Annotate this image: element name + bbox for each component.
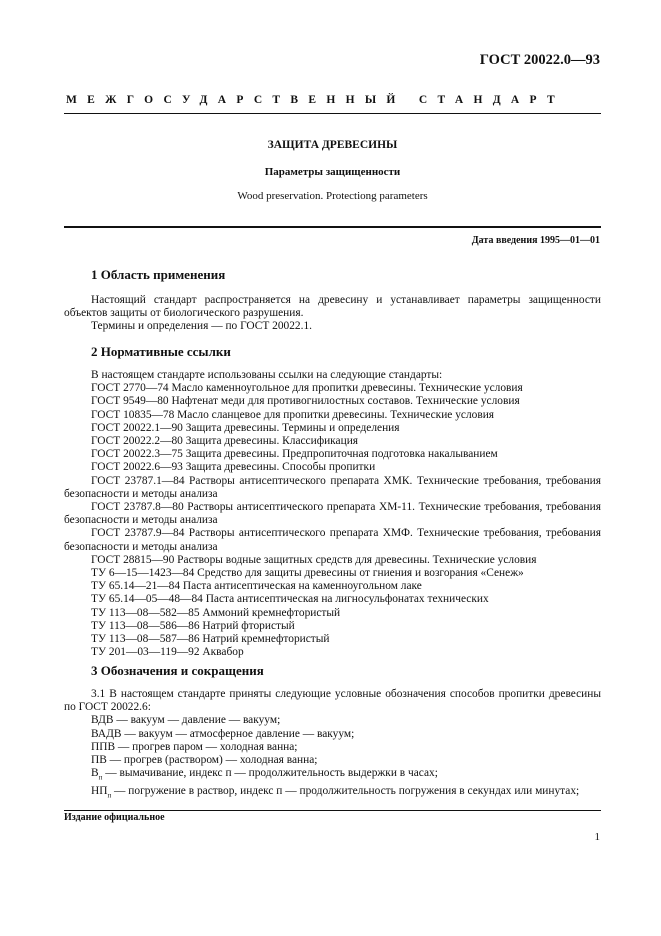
paragraph: В настоящем стандарте использованы ссылки на следующие стандарты:	[91, 369, 443, 381]
paragraph: Термины и определения — по ГОСТ 20022.1.	[91, 320, 313, 333]
gost-code: ГОСТ 20022.0—93	[479, 52, 600, 68]
reference-item: ТУ 113—08—582—85 Аммоний кремнефтористый	[91, 606, 341, 619]
section-1-body	[64, 294, 601, 334]
english-title: Wood preservation. Protectiong parameters	[237, 190, 428, 202]
section-3-heading: 3 Обозначения и сокращения	[91, 663, 264, 678]
reference-item: ГОСТ 20022.1—90 Защита древесины. Термины и определения	[91, 421, 400, 434]
definition-text: — погружение в раствор, индекс п — продолжительность погружения в секундах или минутах;	[111, 784, 580, 797]
document-title: ЗАЩИТА ДРЕВЕСИНЫ	[267, 139, 398, 151]
reference-item: ТУ 65.14—05—48—84 Паста антисептическая на лигносульфонатах технических	[91, 593, 489, 606]
reference-item: ГОСТ 23787.8—80 Растворы антисептического препарата ХМ-11. Технические требования, требования безопасности и методы анализа	[64, 501, 601, 527]
reference-item: ТУ 6—15—1423—84 Средство для защиты древесины от гниения и возгорания «Сенеж»	[91, 567, 524, 580]
definition-item	[64, 785, 601, 802]
standard-type-banner: МЕЖГОСУДАРСТВЕННЫЙ СТАНДАРТ	[66, 94, 565, 106]
section-2-body	[64, 369, 601, 659]
title-rule	[64, 226, 601, 228]
paragraph: Настоящий стандарт распространяется на древесину и устанавливает параметры защищенности объектов защиты от биологического разрушения.	[64, 294, 601, 320]
reference-item: ГОСТ 20022.6—93 Защита древесины. Способы пропитки	[91, 461, 376, 474]
paragraph: 3.1 В настоящем стандарте приняты следующие условные обозначения способов пропитки древесины по ГОСТ 20022.6:	[64, 688, 601, 714]
section-1-heading: 1 Область применения	[91, 267, 226, 282]
reference-item: ГОСТ 20022.3—75 Защита древесины. Предпропиточная подготовка накалыванием	[91, 448, 498, 461]
introduction-date: Дата введения 1995—01—01	[471, 235, 600, 246]
header-rule	[64, 113, 601, 114]
page-number: 1	[594, 831, 600, 843]
reference-item: ГОСТ 23787.1—84 Растворы антисептического препарата ХМК. Технические требования, требования безопасности и методы анализа	[64, 474, 601, 500]
symbol: В	[91, 767, 99, 780]
definition-item: ВДВ — вакуум — давление — вакуум;	[91, 714, 281, 727]
reference-item: ГОСТ 23787.9—84 Растворы антисептического препарата ХМФ. Технические требования, требования безопасности и методы анализа	[64, 527, 601, 553]
reference-item: ТУ 65.14—21—84 Паста антисептическая на каменноугольном лаке	[91, 580, 422, 593]
section-2-heading: 2 Нормативные ссылки	[91, 344, 231, 359]
section-3-body	[64, 688, 601, 802]
reference-item: ГОСТ 9549—80 Нафтенат меди для противогнилостных составов. Технические условия	[91, 395, 520, 408]
definition-item: ППВ — прогрев паром — холодная ванна;	[91, 740, 298, 753]
symbol: НП	[91, 784, 108, 797]
document-subtitle: Параметры защищенности	[264, 166, 401, 178]
symbol-index: п	[107, 790, 112, 799]
reference-item: ГОСТ 28815—90 Растворы водные защитных средств для древесины. Технические условия	[91, 553, 537, 566]
reference-item: ГОСТ 20022.2—80 Защита древесины. Классификация	[91, 435, 359, 448]
reference-item: ГОСТ 10835—78 Масло сланцевое для пропитки древесины. Технические условия	[91, 408, 495, 421]
footer-rule	[64, 810, 601, 811]
definition-item	[64, 767, 601, 784]
reference-item: ТУ 113—08—586—86 Натрий фтористый	[91, 619, 295, 632]
definition-text: — вымачивание, индекс п — продолжительность выдержки в часах;	[102, 767, 438, 780]
reference-item: ГОСТ 2770—74 Масло каменноугольное для пропитки древесины. Технические условия	[91, 382, 523, 395]
symbol-index: п	[98, 773, 103, 782]
reference-item: ТУ 201—03—119—92 Аквабор	[91, 646, 244, 659]
reference-item: ТУ 113—08—587—86 Натрий кремнефтористый	[91, 633, 330, 646]
edition-label: Издание официальное	[64, 812, 165, 823]
definition-item: ВАДВ — вакуум — атмосферное давление — вакуум;	[91, 727, 355, 740]
definition-item: ПВ — прогрев (раствором) — холодная ванна;	[91, 754, 318, 767]
